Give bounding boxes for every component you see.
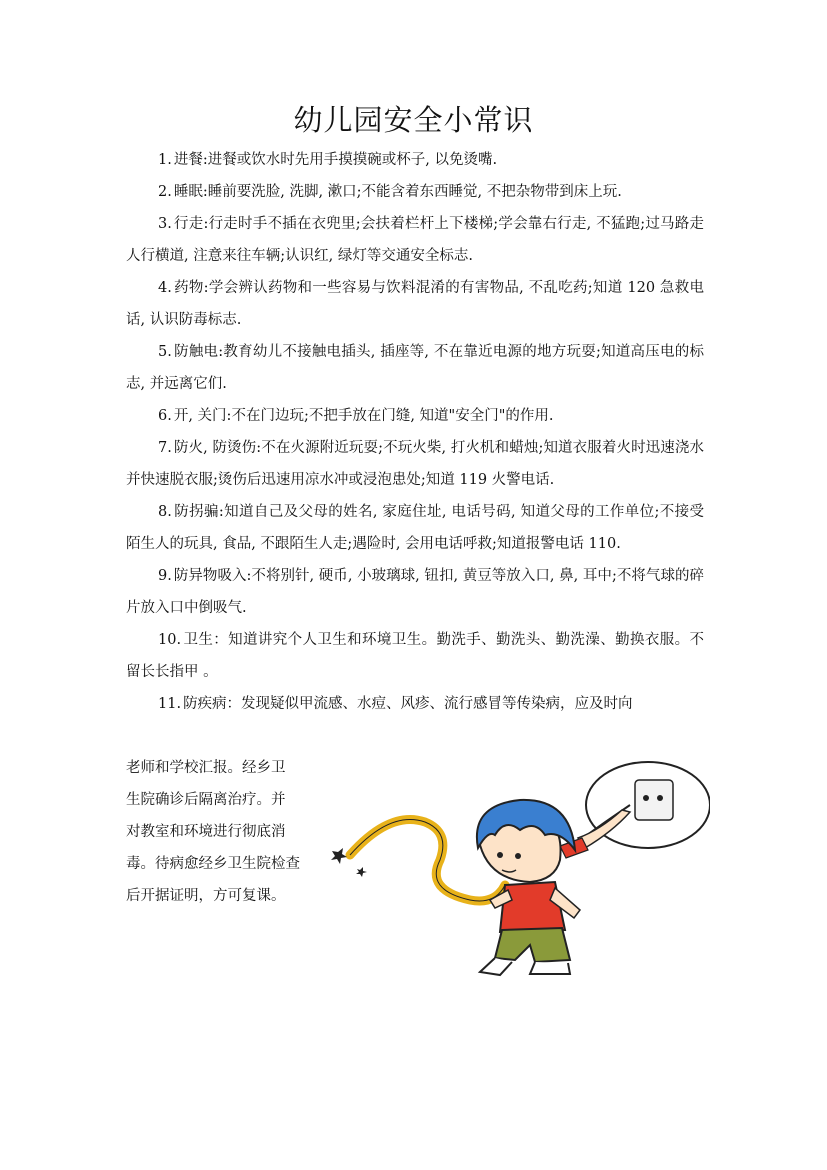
wrap-line: 生院确诊后隔离治疗。并	[126, 792, 286, 808]
list-item: 11. 防疾病：发现疑似甲流感、水痘、风疹、流行感冒等传染病，应及时向	[158, 696, 633, 712]
child-playing-with-socket-illustration	[330, 760, 710, 980]
child-figure	[477, 800, 580, 975]
wrap-line: 毒。待病愈经乡卫生院检查	[126, 856, 300, 872]
wrap-line: 后开据证明，方可复课。	[126, 888, 286, 904]
list-item: 4. 药物:学会辨认药物和一些容易与饮料混淆的有害物品, 不乱吃药;知道 120 急救电话, 认识防毒标志.	[126, 280, 704, 328]
item-11-wrapped-text	[126, 752, 326, 912]
list-item: 10. 卫生：知道讲究个人卫生和环境卫生。勤洗手、勤洗头、勤洗澡、勤换衣服。不留长长指甲 。	[126, 632, 704, 680]
list-item: 7. 防火, 防烫伤:不在火源附近玩耍;不玩火柴, 打火机和蜡烛;知道衣服着火时迅速浇水并快速脱衣服;烫伤后迅速用凉水冲或浸泡患处;知道 119 火警电话.	[126, 440, 704, 488]
list-item: 3. 行走:行走时手不插在衣兜里;会扶着栏杆上下楼梯;学会靠右行走, 不猛跑;过马路走人行横道, 注意来往车辆;认识红, 绿灯等交通安全标志.	[126, 216, 704, 264]
socket-inset-icon	[560, 762, 710, 858]
safety-list	[126, 144, 704, 720]
list-item: 5. 防触电:教育幼儿不接触电插头, 插座等, 不在靠近电源的地方玩耍;知道高压电的标志, 并远离它们.	[126, 344, 704, 392]
list-item: 6. 开, 关门:不在门边玩;不把手放在门缝, 知道"安全门"的作用.	[158, 408, 554, 424]
wrap-line: 对教室和环境进行彻底消	[126, 824, 286, 840]
list-item: 1. 进餐:进餐或饮水时先用手摸摸碗或杯子, 以免烫嘴.	[158, 152, 498, 168]
list-item: 9. 防异物吸入:不将别针, 硬币, 小玻璃球, 钮扣, 黄豆等放入口, 鼻, 耳中;不将气球的碎片放入口中倒吸气.	[126, 568, 704, 616]
wrap-line: 老师和学校汇报。经乡卫	[126, 760, 286, 776]
list-item: 2. 睡眠:睡前要洗脸, 洗脚, 漱口;不能含着东西睡觉, 不把杂物带到床上玩.	[158, 184, 622, 200]
page-title: 幼儿园安全小常识	[293, 103, 534, 137]
list-item: 8. 防拐骗:知道自己及父母的姓名, 家庭住址, 电话号码, 知道父母的工作单位;不接受陌生人的玩具, 食品, 不跟陌生人走;遇险时, 会用电话呼救;知道报警电话 110.	[126, 504, 704, 552]
